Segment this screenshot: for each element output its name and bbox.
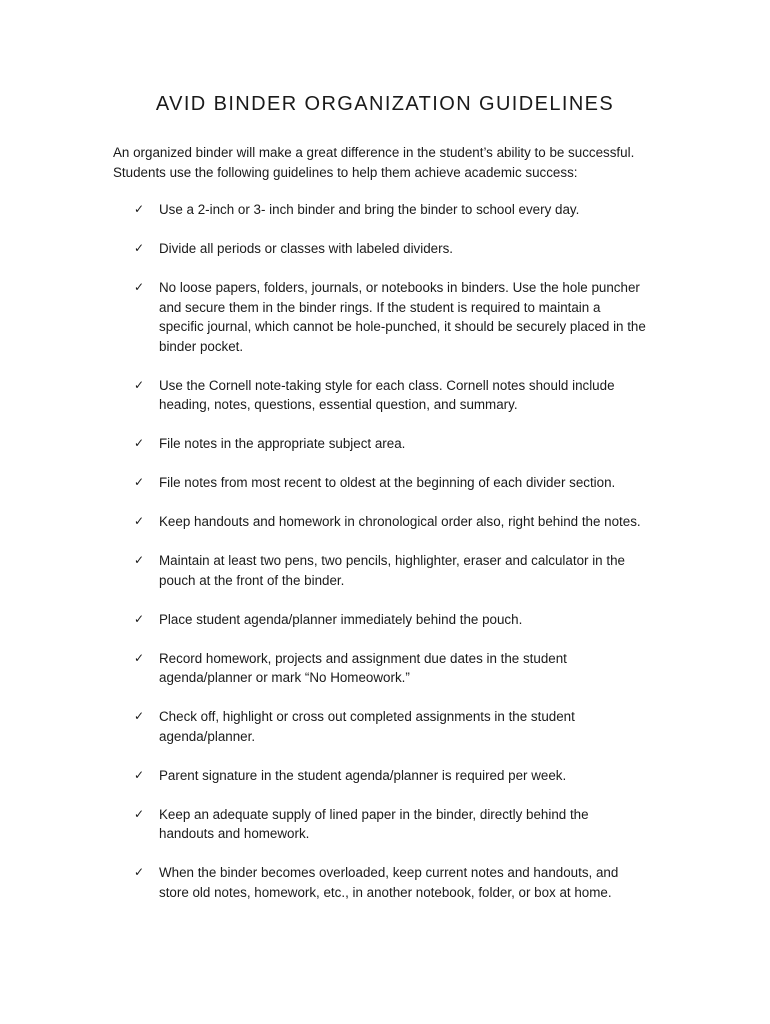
guideline-line: and secure them in the binder rings. If the student is required to maintain a bbox=[159, 299, 601, 315]
guideline-line: binder pocket. bbox=[159, 338, 244, 354]
intro-paragraph bbox=[113, 143, 693, 182]
guideline-item bbox=[134, 512, 694, 532]
checkmark-icon: ✓ bbox=[134, 806, 145, 821]
checkmark-icon: ✓ bbox=[134, 377, 145, 392]
guideline-line: store old notes, homework, etc., in another notebook, folder, or box at home. bbox=[159, 884, 612, 900]
checkmark-icon: ✓ bbox=[134, 436, 145, 450]
guideline-text bbox=[159, 200, 694, 220]
guideline-text bbox=[159, 376, 694, 415]
checkmark-icon: ✓ bbox=[134, 650, 145, 665]
guideline-item bbox=[134, 707, 694, 746]
checkmark-icon: ✓ bbox=[134, 475, 145, 489]
guideline-item bbox=[134, 200, 694, 220]
checkmark-icon: ✓ bbox=[134, 767, 145, 782]
checkmark-icon: ✓ bbox=[134, 865, 145, 879]
guideline-text bbox=[159, 434, 694, 454]
guideline-text bbox=[159, 863, 694, 902]
intro-line: An organized binder will make a great difference in the student’s ability to be successful. bbox=[113, 145, 635, 160]
guideline-line: Parent signature in the student agenda/planner is required per week. bbox=[159, 767, 567, 783]
guideline-line: When the binder becomes overloaded, keep current notes and handouts, and bbox=[159, 865, 619, 880]
guideline-text bbox=[159, 649, 694, 688]
guidelines-list bbox=[134, 200, 694, 922]
guideline-line: Use the Cornell note-taking style for each class. Cornell notes should include bbox=[159, 377, 615, 393]
guideline-item bbox=[134, 551, 694, 590]
intro-line: Students use the following guidelines to help them achieve academic success: bbox=[113, 164, 578, 180]
guideline-line: Use a 2-inch or 3- inch binder and bring the binder to school every day. bbox=[159, 202, 580, 217]
guideline-line: Record homework, projects and assignment due dates in the student bbox=[159, 650, 567, 666]
guideline-line: File notes from most recent to oldest at the beginning of each divider section. bbox=[159, 475, 616, 490]
guideline-item bbox=[134, 610, 694, 630]
guideline-text bbox=[159, 610, 694, 630]
guideline-item bbox=[134, 434, 694, 454]
guideline-line: No loose papers, folders, journals, or notebooks in binders. Use the hole puncher bbox=[159, 280, 640, 295]
guideline-item bbox=[134, 376, 694, 415]
guideline-line: specific journal, which cannot be hole-punched, it should be securely placed in the bbox=[159, 319, 646, 334]
guideline-item bbox=[134, 863, 694, 902]
guideline-line: pouch at the front of the binder. bbox=[159, 572, 345, 588]
guideline-line: Divide all periods or classes with labeled dividers. bbox=[159, 241, 453, 256]
guideline-item bbox=[134, 278, 694, 356]
guideline-line: Keep an adequate supply of lined paper in the binder, directly behind the bbox=[159, 806, 589, 822]
guideline-text bbox=[159, 278, 694, 356]
checkmark-icon: ✓ bbox=[134, 202, 145, 216]
guideline-text bbox=[159, 766, 694, 786]
guideline-text bbox=[159, 805, 694, 844]
guideline-text bbox=[159, 512, 694, 532]
checkmark-icon: ✓ bbox=[134, 709, 145, 723]
checkmark-icon: ✓ bbox=[134, 611, 145, 626]
guideline-line: Place student agenda/planner immediately behind the pouch. bbox=[159, 611, 523, 627]
guideline-line: agenda/planner. bbox=[159, 728, 256, 744]
guideline-text bbox=[159, 239, 694, 259]
checkmark-icon: ✓ bbox=[134, 280, 145, 294]
checkmark-icon: ✓ bbox=[134, 241, 145, 255]
page-title: AVID BINDER ORGANIZATION GUIDELINES bbox=[155, 93, 615, 115]
guideline-item bbox=[134, 473, 694, 493]
guideline-item bbox=[134, 649, 694, 688]
guideline-item bbox=[134, 239, 694, 259]
checkmark-icon: ✓ bbox=[134, 514, 145, 528]
guideline-text bbox=[159, 707, 694, 746]
guideline-line: File notes in the appropriate subject area. bbox=[159, 436, 406, 451]
checkmark-icon: ✓ bbox=[134, 553, 145, 567]
guideline-item bbox=[134, 766, 694, 786]
guideline-item bbox=[134, 805, 694, 844]
guideline-text bbox=[159, 551, 694, 590]
guideline-line: Maintain at least two pens, two pencils, highlighter, eraser and calculator in the bbox=[159, 553, 625, 568]
guideline-line: heading, notes, questions, essential question, and summary. bbox=[159, 397, 518, 412]
guideline-line: handouts and homework. bbox=[159, 826, 310, 841]
guideline-line: Check off, highlight or cross out completed assignments in the student bbox=[159, 709, 575, 724]
guideline-line: agenda/planner or mark “No Homeowork.” bbox=[159, 670, 410, 685]
guideline-line: Keep handouts and homework in chronological order also, right behind the notes. bbox=[159, 514, 641, 529]
guideline-text bbox=[159, 473, 694, 493]
